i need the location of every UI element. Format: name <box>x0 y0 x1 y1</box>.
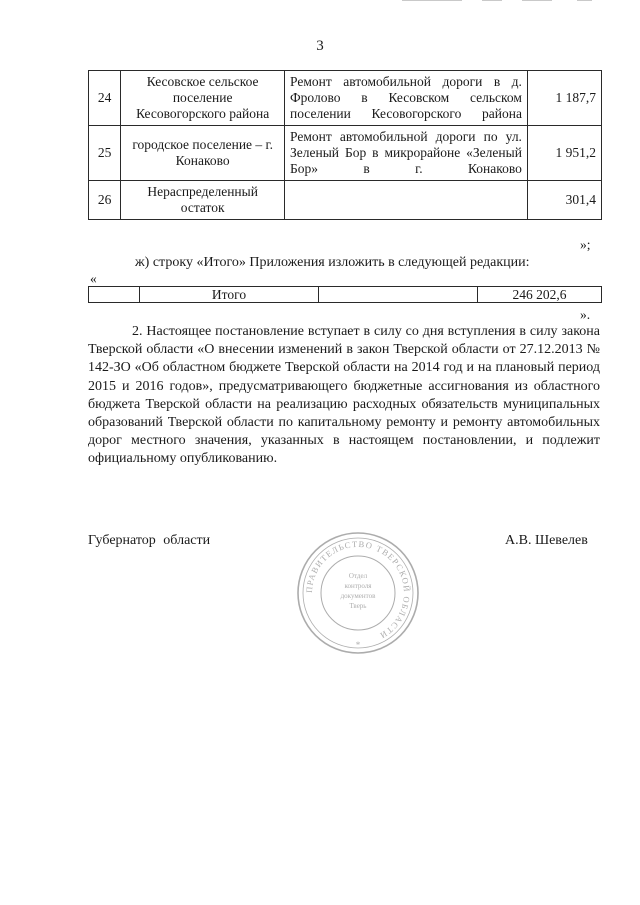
allocation-amount: 1 187,7 <box>527 71 601 126</box>
closing-quote-2: ». <box>580 307 591 322</box>
table-row <box>89 126 602 181</box>
total-row-table <box>88 286 602 303</box>
table-row <box>89 71 602 126</box>
official-seal <box>295 530 421 656</box>
seal-center-line: документов <box>340 592 376 600</box>
seal-center-line: Тверь <box>349 602 367 610</box>
seal-center-line: Отдел <box>348 572 368 580</box>
closing-quote-1: »; <box>580 237 591 252</box>
total-row <box>89 287 602 303</box>
project-description: Ремонт автомобильной дороги по ул. Зеленый Бор в микрорайоне «Зеленый Бор» в г. Конаково <box>285 126 528 181</box>
seal-center-line: контроля <box>344 582 372 590</box>
svg-text:*: * <box>355 640 361 650</box>
top-edge-marks <box>402 0 622 3</box>
total-amount: 246 202,6 <box>478 287 602 303</box>
paragraph-2: 2. Настоящее постановление вступает в силу со дня вступления в силу закона Тверской области «О внесении изменений в закон Тверской области от 27.12.2013 № 142-ЗО «Об областном бюджете Тверской области на 2014 год и на плановый период 2015 и 2016 годов», предусматривающего бюджетные ассигнования из областного бюджета Тверской области на реализацию расходных обязательств муниципальных образований Тверской области по капитальному ремонту и ремонту автомобильных дорог местного значения, указанных в настоящем постановлении, и подлежит официальному опубликованию. <box>88 324 600 467</box>
allocation-table <box>88 70 602 220</box>
svg-text:ПРАВИТЕЛЬСТВО ТВЕРСКОЙ ОБЛАСТИ <box>304 539 412 641</box>
municipality-name: городское поселение – г. Конаково <box>121 126 285 181</box>
paragraph-2-block <box>88 323 600 469</box>
allocation-amount: 1 951,2 <box>527 126 601 181</box>
page-number: 3 <box>316 38 324 54</box>
total-cell-empty-2 <box>319 287 478 303</box>
opening-quote-2: « <box>90 271 97 286</box>
total-label: Итого <box>140 287 319 303</box>
municipality-name: Кесовское сельское поселение Кесовогорского района <box>121 71 285 126</box>
amendment-item-zh: ж) строку «Итого» Приложения изложить в следующей редакции: <box>135 255 530 270</box>
table-row <box>89 181 602 220</box>
municipality-name: Нераспределенный остаток <box>121 181 285 220</box>
row-number: 26 <box>89 181 121 220</box>
signature-name: А.В. Шевелев <box>505 533 588 548</box>
project-description: Ремонт автомобильной дороги в д. Фролово в Кесовском сельском поселении Кесовогорского района <box>285 71 528 126</box>
total-cell-empty-1 <box>89 287 140 303</box>
project-description <box>285 181 528 220</box>
signature-title: Губернатор области <box>88 533 211 548</box>
allocation-amount: 301,4 <box>527 181 601 220</box>
seal-ring-text: ПРАВИТЕЛЬСТВО ТВЕРСКОЙ ОБЛАСТИ <box>303 538 413 642</box>
row-number: 25 <box>89 126 121 181</box>
row-number: 24 <box>89 71 121 126</box>
